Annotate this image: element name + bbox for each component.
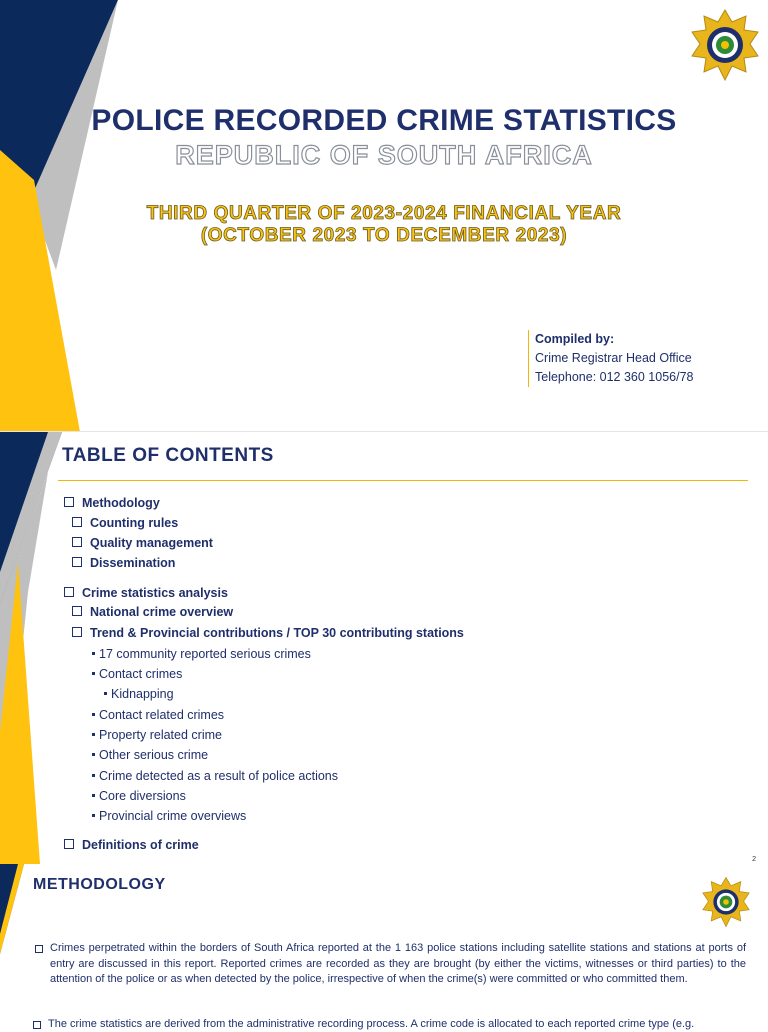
compiled-phone: Telephone: 012 360 1056/78 — [535, 370, 694, 384]
toc-decoration — [0, 432, 70, 864]
toc-item-national-overview[interactable]: National crime overview — [72, 605, 233, 619]
toc-subitem[interactable]: Other serious crime — [92, 748, 208, 762]
checkbox-icon — [72, 557, 82, 567]
checkbox-icon — [72, 517, 82, 527]
toc-subitem[interactable]: Provincial crime overviews — [92, 809, 246, 823]
period-line-1: THIRD QUARTER OF 2023-2024 FINANCIAL YEAR — [146, 203, 622, 224]
compiled-by-block — [528, 330, 693, 387]
methodology-paragraph-1: Crimes perpetrated within the borders of South Africa reported at the 1 163 police stations including satellite stations and stations at ports of entry are discussed in this report. Reported crimes are recorded as they are brought (by either the victims, witnesses or third parties) to the attention of the police or as when detected by the police, irrespective of when the crime(s) were committed or who committed them. — [50, 941, 746, 988]
toc-subitem[interactable]: Crime detected as a result of police actions — [92, 769, 338, 783]
bullet-icon — [92, 774, 95, 777]
methodology-heading: METHODOLOGY — [33, 876, 166, 893]
bullet-icon — [92, 713, 95, 716]
toc-subitem[interactable]: Contact related crimes — [92, 708, 224, 722]
toc-slide — [0, 432, 768, 864]
saps-star-badge-icon — [700, 876, 752, 928]
bullet-icon — [92, 672, 95, 675]
toc-subitem[interactable]: Kidnapping — [104, 687, 174, 701]
checkbox-icon — [64, 497, 74, 507]
methodology-decoration — [0, 864, 30, 1024]
checkbox-icon — [72, 627, 82, 637]
toc-item-definitions[interactable]: Definitions of crime — [64, 838, 199, 852]
checkbox-icon — [64, 839, 74, 849]
bullet-icon — [92, 652, 95, 655]
toc-subitem[interactable]: Contact crimes — [92, 667, 182, 681]
saps-star-badge-icon — [688, 8, 762, 82]
cover-slide — [0, 0, 768, 432]
period-line-2: (OCTOBER 2023 TO DECEMBER 2023) — [200, 225, 568, 246]
checkbox-icon — [72, 537, 82, 547]
checkbox-icon — [35, 945, 43, 953]
toc-heading: TABLE OF CONTENTS — [62, 445, 274, 466]
methodology-slide — [0, 856, 768, 1030]
toc-subitem[interactable]: 17 community reported serious crimes — [92, 647, 311, 661]
report-title: POLICE RECORDED CRIME STATISTICS — [91, 104, 677, 137]
bullet-icon — [92, 733, 95, 736]
toc-rule — [58, 480, 748, 481]
bullet-icon — [104, 692, 107, 695]
checkbox-icon — [64, 587, 74, 597]
toc-item-quality-management[interactable]: Quality management — [72, 536, 213, 550]
methodology-paragraph-2: The crime statistics are derived from the administrative recording process. A crime code is allocated to each reported crime type (e.g. — [48, 1017, 748, 1032]
toc-subitem[interactable]: Property related crime — [92, 728, 222, 742]
checkbox-icon — [72, 606, 82, 616]
report-subtitle: REPUBLIC OF SOUTH AFRICA — [175, 140, 593, 170]
toc-item-trend-provincial[interactable]: Trend & Provincial contributions / TOP 30 contributing stations — [72, 626, 464, 640]
bullet-icon — [92, 753, 95, 756]
compiled-heading: Compiled by: — [535, 332, 615, 346]
toc-item-dissemination[interactable]: Dissemination — [72, 556, 175, 570]
toc-subitem[interactable]: Core diversions — [92, 789, 186, 803]
checkbox-icon — [33, 1021, 41, 1029]
bullet-icon — [92, 814, 95, 817]
bullet-icon — [92, 794, 95, 797]
toc-item-methodology[interactable]: Methodology — [64, 496, 160, 510]
compiled-office: Crime Registrar Head Office — [535, 351, 692, 365]
toc-item-crime-analysis[interactable]: Crime statistics analysis — [64, 586, 228, 600]
toc-item-counting-rules[interactable]: Counting rules — [72, 516, 178, 530]
page-number: 2 — [752, 856, 756, 863]
